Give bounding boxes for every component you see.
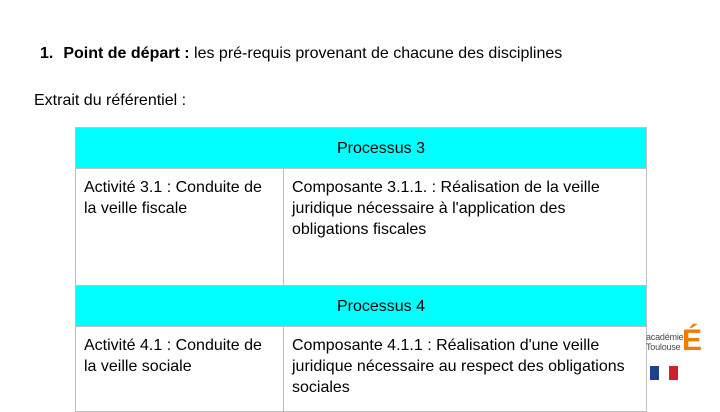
republique-flag-icon [650,366,678,380]
activite-cell: Activité 3.1 : Conduite de la veille fiscale [76,169,284,286]
activite-cell: Activité 4.1 : Conduite de la veille sociale [76,327,284,412]
table-row [76,327,647,412]
composante-cell: Composante 3.1.1. : Réalisation de la veille juridique nécessaire à l'application des obligations fiscales [284,169,647,286]
flag-white [659,366,668,380]
processus-row [76,286,647,327]
heading-bold-text: Point de départ : [63,45,190,62]
section-heading [40,45,562,63]
flag-red [669,366,678,380]
table-row [76,169,647,286]
composante-cell: Composante 4.1.1 : Réalisation d'une veille juridique nécessaire au respect des obligations sociales [284,327,647,412]
processus-row [76,128,647,169]
processus-label: Processus 4 [336,297,426,315]
processus-header [76,286,647,327]
referentiel-table [75,127,647,412]
processus-header [76,128,647,169]
subtitle: Extrait du référentiel : [34,92,187,109]
heading-text: les pré-requis provenant de chacune des disciplines [189,45,563,62]
logo-line1: académie [646,332,684,342]
heading-number: 1. [40,45,54,62]
processus-label: Processus 3 [336,139,426,157]
logo-line2: Toulouse [646,342,681,352]
logo-letter: É [682,324,703,357]
flag-blue [650,366,659,380]
